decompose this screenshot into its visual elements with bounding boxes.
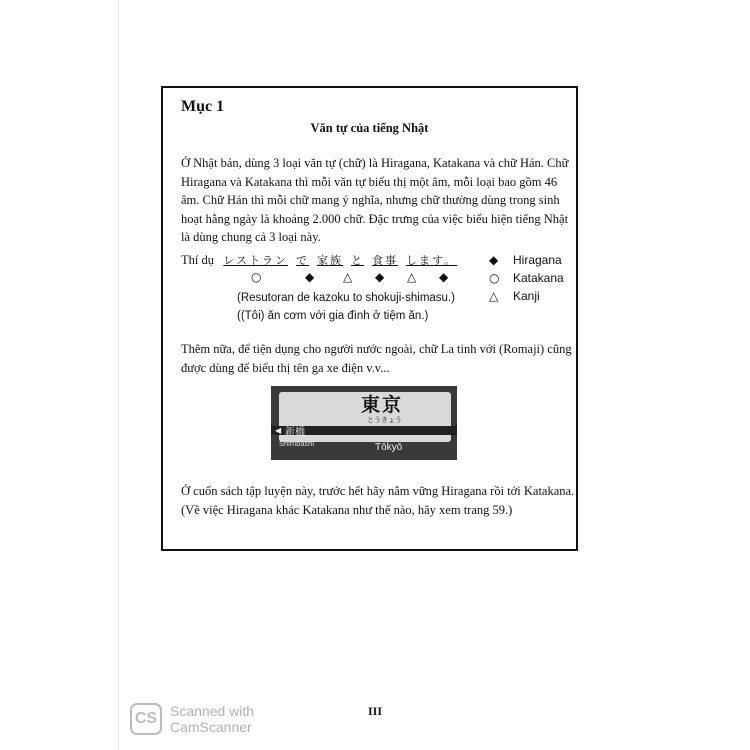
- camscanner-watermark: [170, 703, 254, 735]
- sign-station-kana: とうきょう: [367, 416, 402, 424]
- legend-item-kanji: [489, 287, 564, 305]
- watermark-line-2: CamScanner: [170, 719, 252, 735]
- arrow-left-icon: ◀: [275, 426, 282, 435]
- romaji-paragraph: Thêm nữa, để tiện dụng cho người nước ngoài, chữ La tinh với (Romaji) cũng được dùng để biểu thị tên ga xe điện v.v...: [181, 342, 572, 375]
- example-translation: ((Tôi) ăn cơm với gia đình ở tiệm ăn.): [237, 310, 429, 322]
- script-type-marks: [247, 270, 487, 288]
- sign-station-name: 東京: [361, 394, 404, 416]
- diamond-icon: ◆: [489, 253, 499, 267]
- station-sign-photo: [271, 386, 457, 460]
- legend-item-katakana: [489, 269, 564, 287]
- legend-label: Hiragana: [513, 253, 562, 267]
- segment-hiragana-shimasu: します。: [406, 254, 458, 267]
- sign-station-roman: Tōkyō: [375, 442, 403, 453]
- closing-paragraph: Ở cuốn sách tập luyện này, trước hết hãy nắm vững Hiragana rồi tới Katakana. (Về việc Hiragana khác Katakana như thế nào, hãy xem trang 59.): [181, 484, 575, 517]
- script-legend: [489, 251, 564, 305]
- mark-kanji: △: [407, 270, 417, 284]
- triangle-icon: △: [489, 289, 499, 303]
- section-title: Văn tự của tiếng Nhật: [310, 121, 429, 135]
- example-sentence: [181, 252, 465, 268]
- sign-prev-station: 新橋: [285, 427, 305, 438]
- watermark-line-1: Scanned with: [170, 703, 255, 719]
- mark-hiragana: ◆: [375, 270, 385, 284]
- segment-particle-de: で: [296, 254, 310, 267]
- mark-kanji: △: [343, 270, 353, 284]
- page-edge-line: [118, 0, 119, 750]
- segment-katakana-restaurant: レストラン: [223, 254, 289, 267]
- segment-kanji-shokuji: 食事: [372, 254, 399, 267]
- japanese-sentence: [223, 254, 465, 267]
- circle-icon: ○: [489, 271, 500, 285]
- legend-item-hiragana: [489, 251, 564, 269]
- mark-hiragana: ◆: [439, 270, 449, 284]
- sign-prev-station-roman: Shimbashi: [279, 439, 315, 448]
- mark-katakana: ○: [251, 270, 262, 284]
- camscanner-logo-icon: CS: [130, 703, 162, 735]
- intro-paragraph: Ở Nhật bản, dùng 3 loại văn tự (chữ) là Hiragana, Katakana và chữ Hán. Chữ Hiragana và Katakana thì mỗi văn tự biểu thị một âm, mỗi loại bao gồm 46 âm. Chữ Hán thì mỗi chữ mang ý nghĩa, nhưng chữ thường dùng trong sinh hoạt hằng ngày là khoảng 2.000 chữ. Đặc trưng của việc biểu hiện tiếng Nhật là dùng chung cả 3 loại này.: [181, 156, 569, 244]
- example-romaji: (Resutoran de kazoku to shokuji-shimasu.): [237, 292, 455, 304]
- legend-label: Kanji: [513, 289, 540, 303]
- example-label: Thí dụ: [181, 253, 214, 267]
- segment-particle-to: と: [351, 254, 365, 267]
- legend-label: Katakana: [513, 271, 564, 285]
- page-number: III: [367, 704, 382, 718]
- section-label: Mục 1: [181, 98, 225, 115]
- segment-kanji-kazoku: 家族: [317, 254, 344, 267]
- mark-hiragana: ◆: [305, 270, 315, 284]
- content-box: [161, 86, 578, 551]
